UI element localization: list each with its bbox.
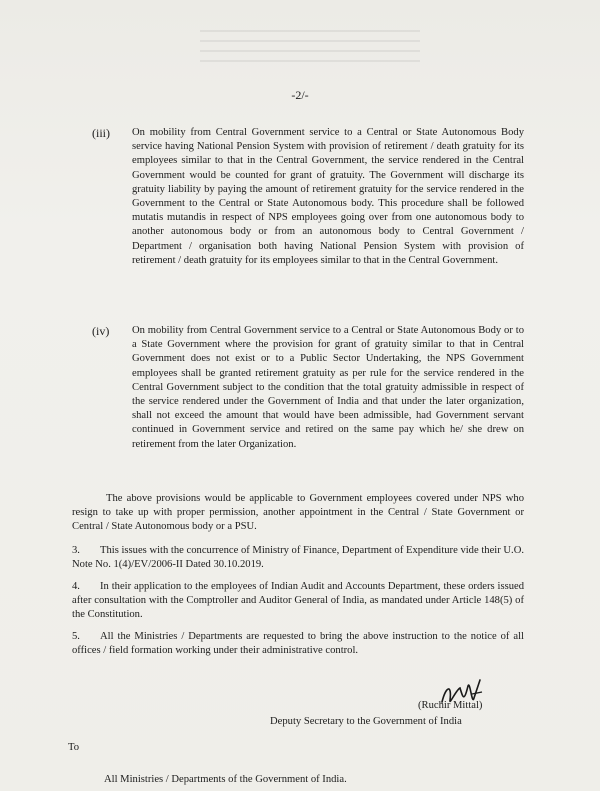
- paragraph-3-number: 3.: [72, 545, 80, 556]
- paragraph-5: [72, 630, 524, 658]
- paragraph-4-text: In their application to the employees of Indian Audit and Accounts Department, these orders issued after consultation with the Comptroller and Auditor General of India, as mandated under Article 148(5) of the Constitution.: [72, 581, 524, 621]
- clause-iii-label: (iii): [92, 126, 110, 140]
- clause-iv: [92, 324, 524, 452]
- paragraph-5-text: All the Ministries / Departments are requested to bring the above instruction to the notice of all offices / field formation working under their administrative control.: [72, 631, 524, 657]
- paragraph-5-number: 5.: [72, 631, 80, 642]
- signatory-name: (Ruchir Mittal): [418, 700, 483, 711]
- paragraph-3-text: This issues with the concurrence of Ministry of Finance, Department of Expenditure vide their U.O. Note No. 1(4)/EV/2006-II Dated 30.10.2019.: [72, 545, 524, 571]
- signatory-designation: Deputy Secretary to the Government of India: [270, 716, 462, 727]
- paragraph-4: [72, 580, 524, 623]
- paragraph-4-number: 4.: [72, 581, 80, 592]
- clause-iv-text: On mobility from Central Government service to a Central or State Autonomous Body or to a State Government where the provision for grant of gratuity similar to that in Central Government does not exist or to a Public Sector Undertaking, the NPS Government employees shall be granted retirement gratuity as per rule for the service rendered in the Central Government subject to the condition that the total gratuity admissible in respect of the service rendered under the Government of India and that under the later organization, shall not exceed the amount that would have been admissible, had Government servant continued in Government service and retired on the same pay which he/ she drew on retirement from the later Organization.: [132, 325, 524, 450]
- to-label: To: [68, 742, 80, 753]
- clause-iv-label: (iv): [92, 324, 110, 338]
- clause-iii: [92, 126, 524, 268]
- page-number: -2/-: [291, 88, 309, 102]
- paragraph-3: [72, 544, 524, 572]
- recipient-address: All Ministries / Departments of the Government of India.: [104, 774, 347, 785]
- provisions-paragraph: The above provisions would be applicable to Government employees covered under NPS who resign to take up with proper permission, another appointment in the Central / State Government or Central / State Autonomous body or a PSU.: [72, 493, 524, 533]
- clause-iii-text: On mobility from Central Government service to a Central or State Autonomous Body service having National Pension System with provision of retirement / death gratuity for its employees similar to that in the Central Government, the service rendered in the Central Government would be counted for grant of gratuity. The Government will discharge its gratuity liability by paying the amount of retirement gratuity for the service rendered in the Government to the Central or State Autonomous body. This procedure shall be followed mutatis mutandis in respect of NPS employees going over from one autonomous body to another autonomous body or from an autonomous body to Central Government / Department / organisation both having National Pension System with provision of retirement / death gratuity for its employees similar to that in the Central Government.: [132, 127, 524, 266]
- faint-bleed-through: [200, 30, 420, 70]
